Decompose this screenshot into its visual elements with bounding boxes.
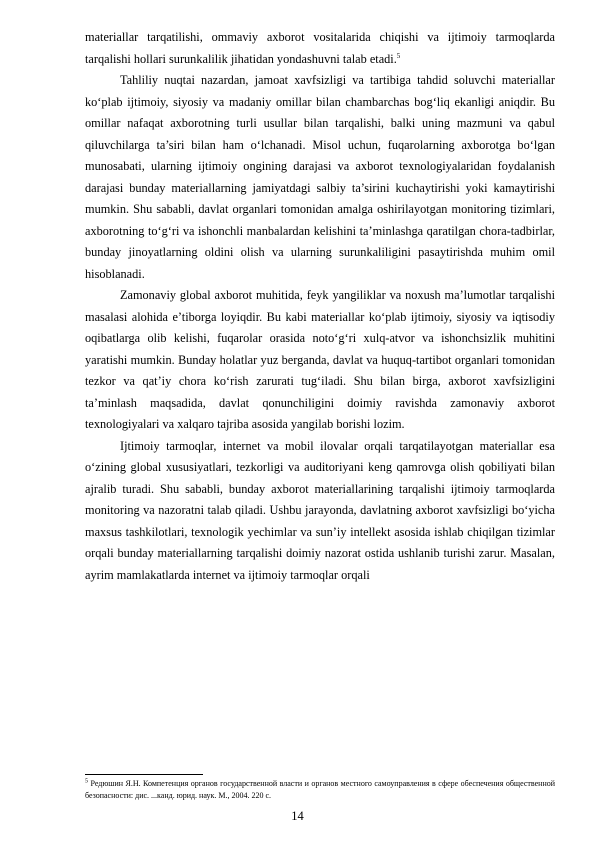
body-text [85,27,555,586]
paragraph-3: Zamonaviy global axborot muhitida, feyk yangiliklar va noxush ma’lumotlar tarqalishi masalasi alohida e’tiborga loyiqdir. Bu kabi materiallar ko‘plab ijtimoiy, siyosiy va iqtisodiy oqibatlarga olib kelishi, fuqarolar orasida noto‘g‘ri xulq-atvor va ishonchsizlik muhitini yaratishi mumkin. Bunday holatlar yuz berganda, davlat va huquq-tartibot organlari tomonidan tezkor va qat’iy chora ko‘rish zarurati tug‘iladi. Shu bilan birga, axborot xavfsizligini ta’minlash maqsadida, davlat qonunchiligini doimiy ravishda zamonaviy axborot texnologiyalari va xalqaro tajriba asosida yangilab borishi lozim. [85,288,555,431]
footnote-number: 5 [85,778,88,785]
footnote-divider [85,774,203,775]
footnote-text: Редюшин Я.Н. Компетенция органов государственной власти и органов местного самоуправления в сфере обеспечения общественной безопасности: дис. ...канд. юрид. наук. М., 2004. 220 с. [85,779,556,800]
paragraph-4: Ijtimoiy tarmoqlar, internet va mobil ilovalar orqali tarqatilayotgan materiallar esa o‘zining global xususiyatlari, tezkorligi va auditoriyani keng qamrovga olish qobiliyati bilan ajralib turadi. Shu sababli, bunday axborot materiallarining tarqalishi ijtimoiy tarmoqlarda monitoring va nazoratni talab qiladi. Ushbu jarayonda, davlatning axborot xavfsizligi bo‘yicha maxsus tashkilotlari, texnologik yechimlar va sun’iy intellekt asosida ishlab chiqilgan tizimlar orqali bunday materiallarning tarqalishi doimiy nazorat ostida ushlanib turishi zarur. Masalan, ayrim mamlakatlarda internet va ijtimoiy tarmoqlar orqali [85,438,555,582]
footnote-reference[interactable]: 5 [396,51,401,60]
page-number: 14 [291,809,304,823]
paragraph-1-text: materiallar tarqatilishi, ommaviy axborot vositalarida chiqishi va ijtimoiy tarmoqlarda tarqalishi hollari surunkalilik jihatidan yondashuvni talab etadi. [85,30,555,66]
footnote [85,778,555,801]
paragraph-1 [85,27,555,70]
paragraph-2: Tahliliy nuqtai nazardan, jamoat xavfsizligi va tartibiga tahdid soluvchi materiallar ko‘plab ijtimoiy, siyosiy va madaniy omillar bilan chambarchas bog‘liq ekanligi aniqdir. Bu omillar nafaqat axborotning turli usullar bilan tarqalishi, balki uning mazmuni va qabul qiluvchilarga ta’siri bilan ham o‘lchanadi. Misol uchun, fuqarolarning axborotga bo‘lgan munosabati, ularning ijtimoiy ongining darajasi va axborot texnologiyalaridan foydalanish darajasi bunday materiallarning jamiyatdagi salbiy ta’sirini kuchaytirishi yoki kamaytirishi mumkin. Shu sababli, davlat organlari tomonidan amalga oshirilayotgan monitoring tizimlari, axborotning to‘g‘ri va ishonchli manbalardan kelishini ta’minlashga qaratilgan chora-tadbirlar, bunday jinoyatlarning oldini olish va ularning surunkaliligini pasaytirishda muhim omil hisoblanadi. [85,73,555,281]
